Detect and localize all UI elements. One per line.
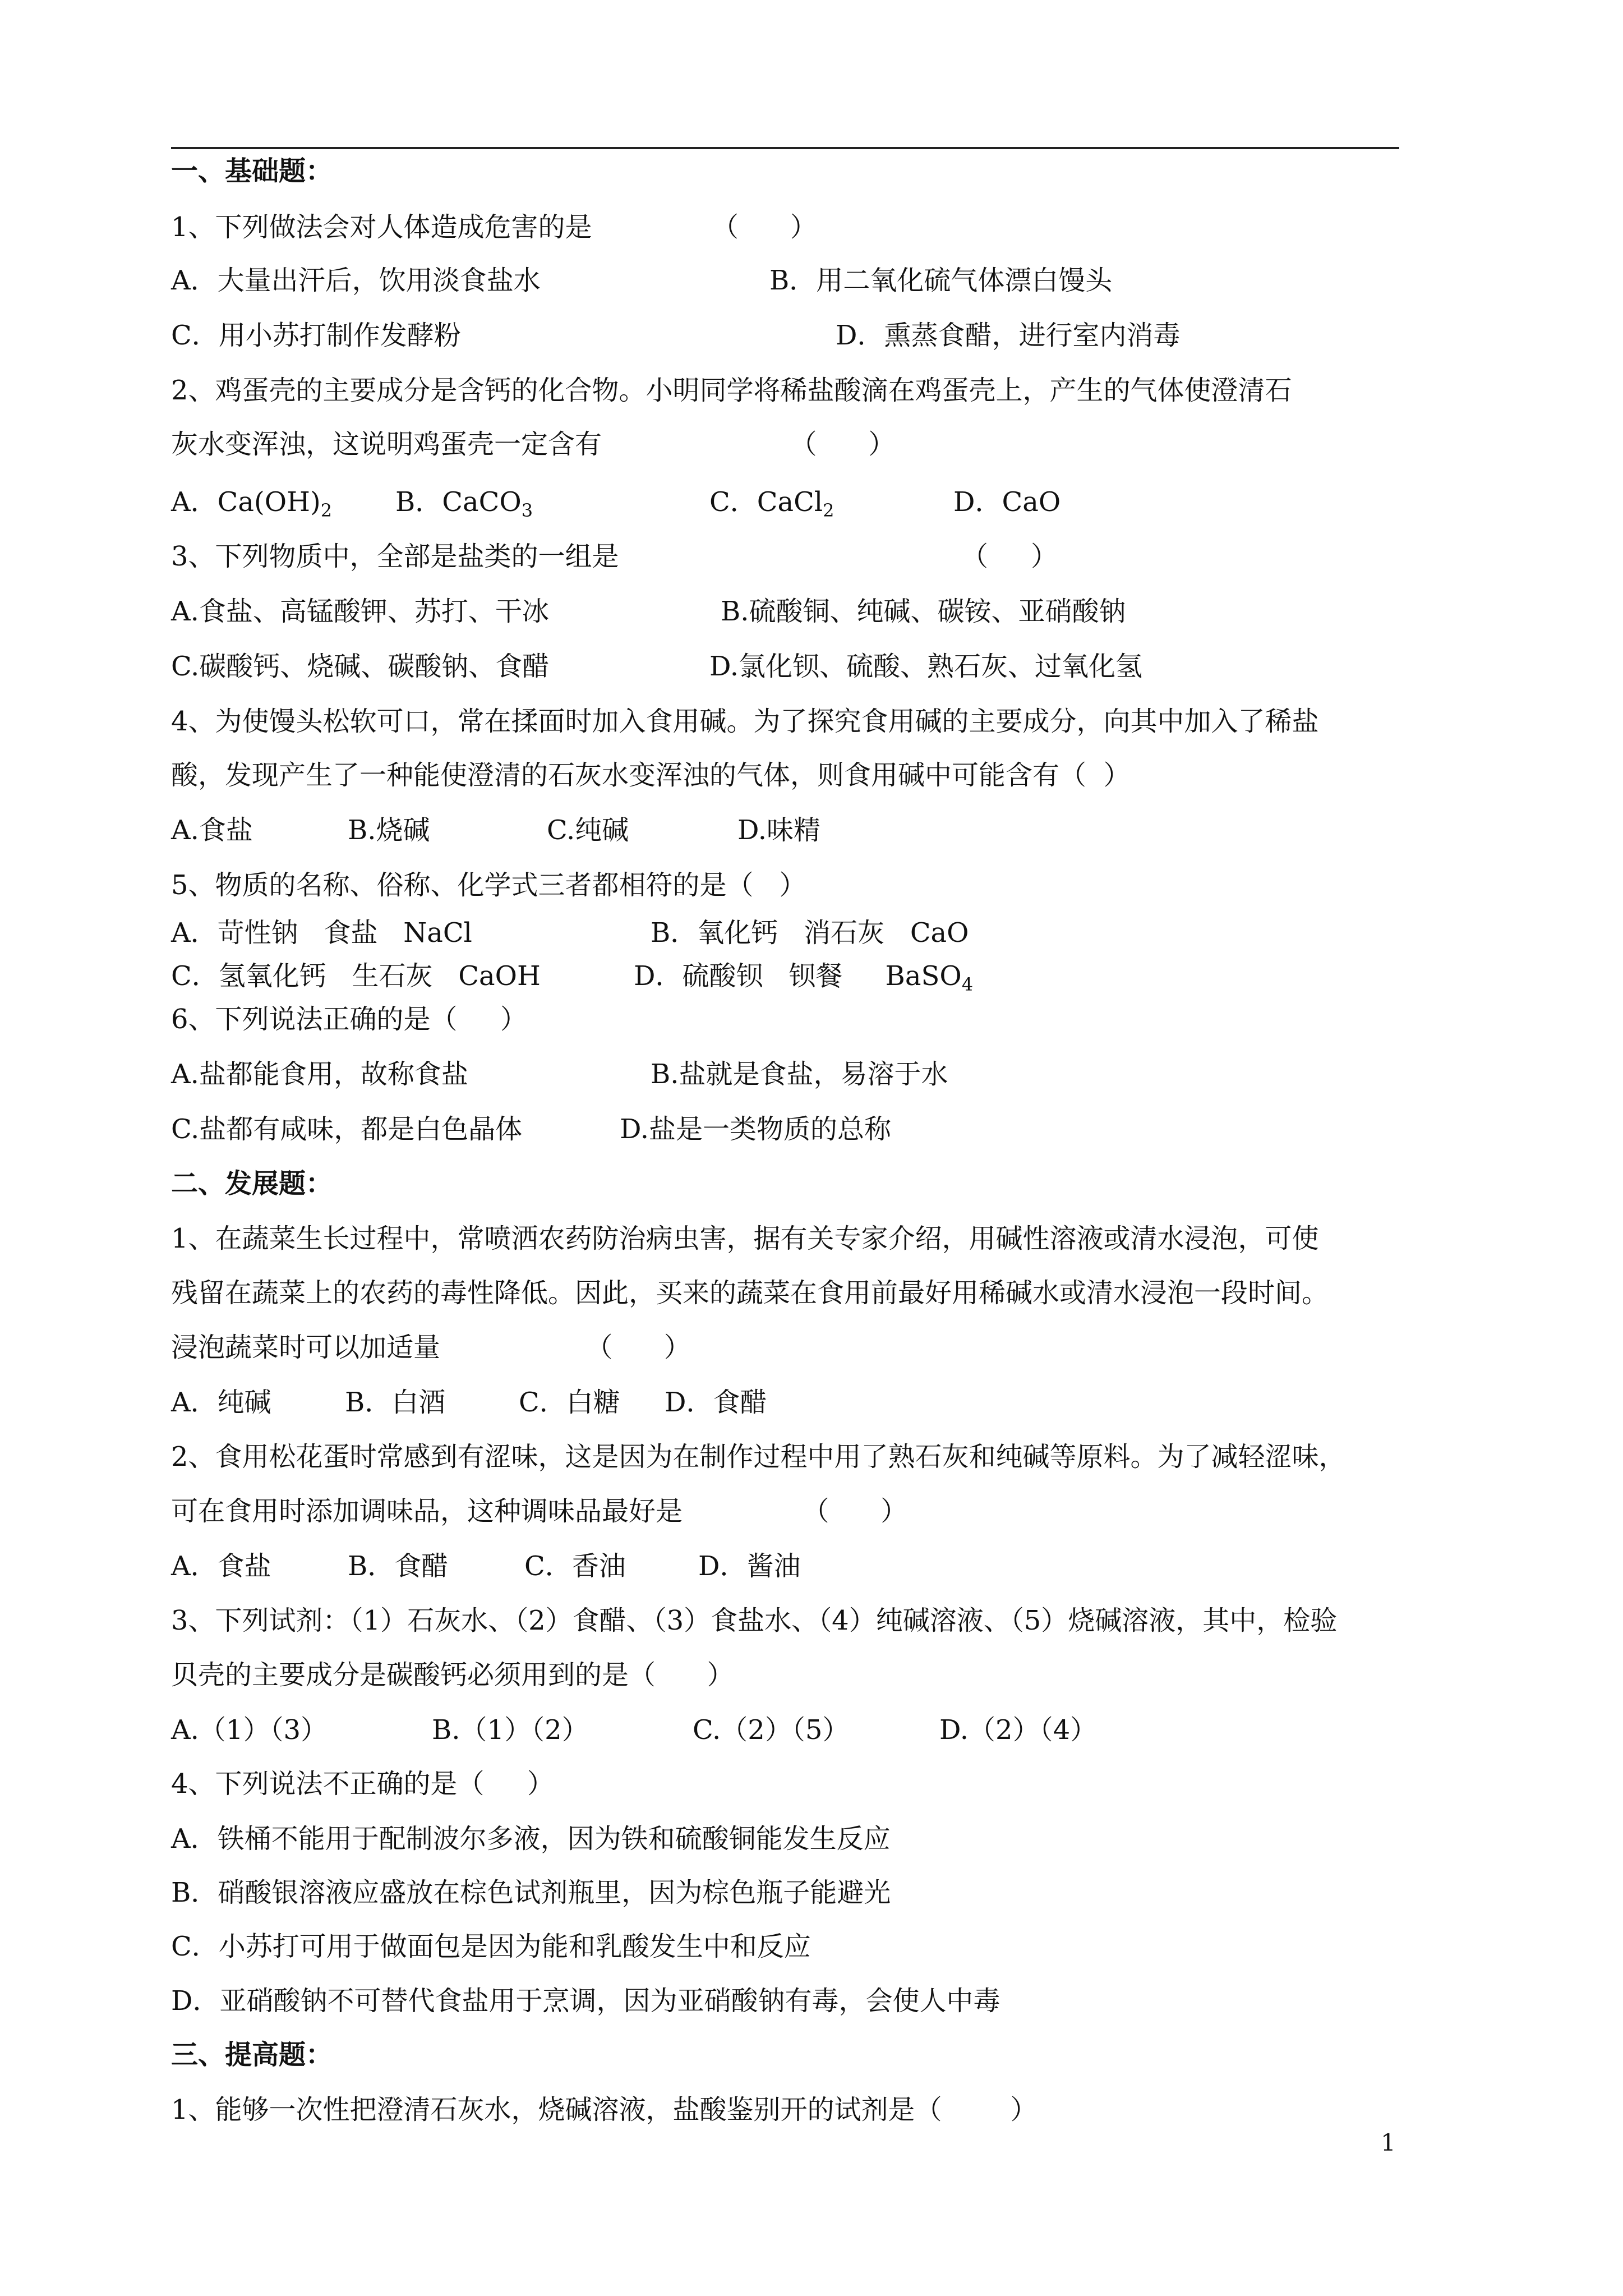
question-stem: 3、下列试剂：（1）石灰水、（2）食醋、（3）食盐水、（4）纯碱溶液、（5）烧碱溶液，其中，检验 (171, 1605, 1338, 1636)
option-a: A．纯碱 (171, 1387, 271, 1418)
question-stem: 6、下列说法正确的是（ ） (171, 1004, 527, 1035)
option-b: B.盐就是食盐，易溶于水 (651, 1059, 948, 1090)
section-title: 二、发展题： (171, 1168, 333, 1199)
option-b: B．硝酸银溶液应盛放在棕色试剂瓶里，因为棕色瓶子能避光 (171, 1877, 891, 1908)
option-c: C．白糖 (519, 1387, 620, 1418)
option-b: B．CaCO$_3$ (395, 486, 533, 521)
option-a: A.（1）（3） (171, 1714, 328, 1746)
question-stem: 4、下列说法不正确的是（ ） (171, 1768, 554, 1800)
option-b: B.硫酸铜、纯碱、碳铵、亚硝酸钠 (721, 596, 1126, 627)
question-stem: 1、在蔬菜生长过程中，常喷洒农药防治病虫害，据有关专家介绍，用碱性溶液或清水浸泡，可使 (171, 1223, 1319, 1254)
option-d: D．食醋 (665, 1387, 767, 1418)
section-title: 三、提高题： (171, 2039, 333, 2070)
option-b: B．用二氧化硫气体漂白馒头 (769, 265, 1113, 296)
option-a: A.盐都能食用，故称食盐 (171, 1059, 468, 1090)
question-stem: 1、下列做法会对人体造成危害的是 （ ） (171, 211, 817, 243)
question-stem: 2、鸡蛋壳的主要成分是含钙的化合物。小明同学将稀盐酸滴在鸡蛋壳上，产生的气体使澄清石 (171, 375, 1292, 406)
option-b: B.（1）（2） (432, 1714, 589, 1746)
option-a: A．大量出汗后，饮用淡食盐水 (171, 265, 541, 296)
question-stem-cont: 酸，发现产生了一种能使澄清的石灰水变浑浊的气体，则食用碱中可能含有（ ） (171, 760, 1131, 791)
header-rule (171, 147, 1399, 149)
option-a: A．苛性钠 食盐 NaCl (171, 917, 472, 949)
option-d: D．酱油 (698, 1550, 801, 1582)
question-stem: 4、为使馒头松软可口，常在揉面时加入食用碱。为了探究食用碱的主要成分，向其中加入了稀盐 (171, 706, 1319, 737)
question-stem: 3、下列物质中，全部是盐类的一组是 （ ） (171, 541, 1058, 572)
option-b: B．食醋 (348, 1550, 449, 1582)
question-stem: 2、食用松花蛋时常感到有涩味，这是因为在制作过程中用了熟石灰和纯碱等原料。为了减轻涩味， (171, 1441, 1346, 1473)
option-a: A．$Ca(OH)_2$ (171, 486, 333, 521)
question-stem-cont: 可在食用时添加调味品，这种调味品最好是 （ ） (171, 1496, 908, 1527)
option-a: A．铁桶不能用于配制波尔多液，因为铁和硫酸铜能发生反应 (171, 1823, 891, 1855)
option-c: C.（2）（5） (693, 1714, 850, 1746)
option-c: C．小苏打可用于做面包是因为能和乳酸发生中和反应 (171, 1931, 811, 1962)
question-stem: 1、能够一次性把澄清石灰水，烧碱溶液，盐酸鉴别开的试剂是（ ） (171, 2094, 1038, 2125)
option-d: D.盐是一类物质的总称 (620, 1114, 892, 1145)
option-c: C．用小苏打制作发酵粉 (171, 320, 461, 351)
option-c: C．氢氧化钙 生石灰 CaOH (171, 960, 541, 992)
question-stem-cont: 贝壳的主要成分是碳酸钙必须用到的是（ ） (171, 1659, 734, 1691)
option-d: D．熏蒸食醋，进行室内消毒 (836, 320, 1181, 351)
option-c: C．香油 (524, 1550, 626, 1582)
question-stem-cont: 浸泡蔬菜时可以加适量 （ ） (171, 1332, 691, 1363)
question-stem: 5、物质的名称、俗称、化学式三者都相符的是（ ） (171, 869, 806, 901)
option-d: D．CaO (953, 486, 1061, 518)
section-title: 一、基础题： (171, 155, 333, 187)
option-d: D．亚硝酸钠不可替代食盐用于烹调，因为亚硝酸钠有毒，会使人中毒 (171, 1985, 1000, 2017)
option-a: A．食盐 (171, 1550, 271, 1582)
option-d: D.味精 (737, 815, 821, 846)
option-c: C.盐都有咸味，都是白色晶体 (171, 1114, 523, 1145)
option-a: A.食盐、高锰酸钾、苏打、干冰 (171, 596, 549, 627)
option-d: D.氯化钡、硫酸、熟石灰、过氧化氢 (709, 651, 1143, 682)
option-b: B．白酒 (345, 1387, 446, 1418)
question-stem-cont: 灰水变浑浊，这说明鸡蛋壳一定含有 （ ） (171, 429, 896, 460)
option-c: C.碳酸钙、烧碱、碳酸钠、食醋 (171, 651, 550, 682)
option-c: C.纯碱 (547, 815, 629, 846)
option-b: B.烧碱 (348, 815, 430, 846)
option-c: C．CaCl$_2$ (709, 486, 834, 521)
option-d: D．硫酸钡 钡餐 BaSO$_4$ (634, 960, 974, 995)
option-b: B．氧化钙 消石灰 CaO (651, 917, 969, 949)
option-a: A.食盐 (171, 815, 253, 846)
question-stem-cont: 残留在蔬菜上的农药的毒性降低。因此，买来的蔬菜在食用前最好用稀碱水或清水浸泡一段时间。 (171, 1277, 1329, 1309)
option-d: D.（2）（4） (939, 1714, 1098, 1746)
page-number: 1 (1381, 2129, 1396, 2156)
